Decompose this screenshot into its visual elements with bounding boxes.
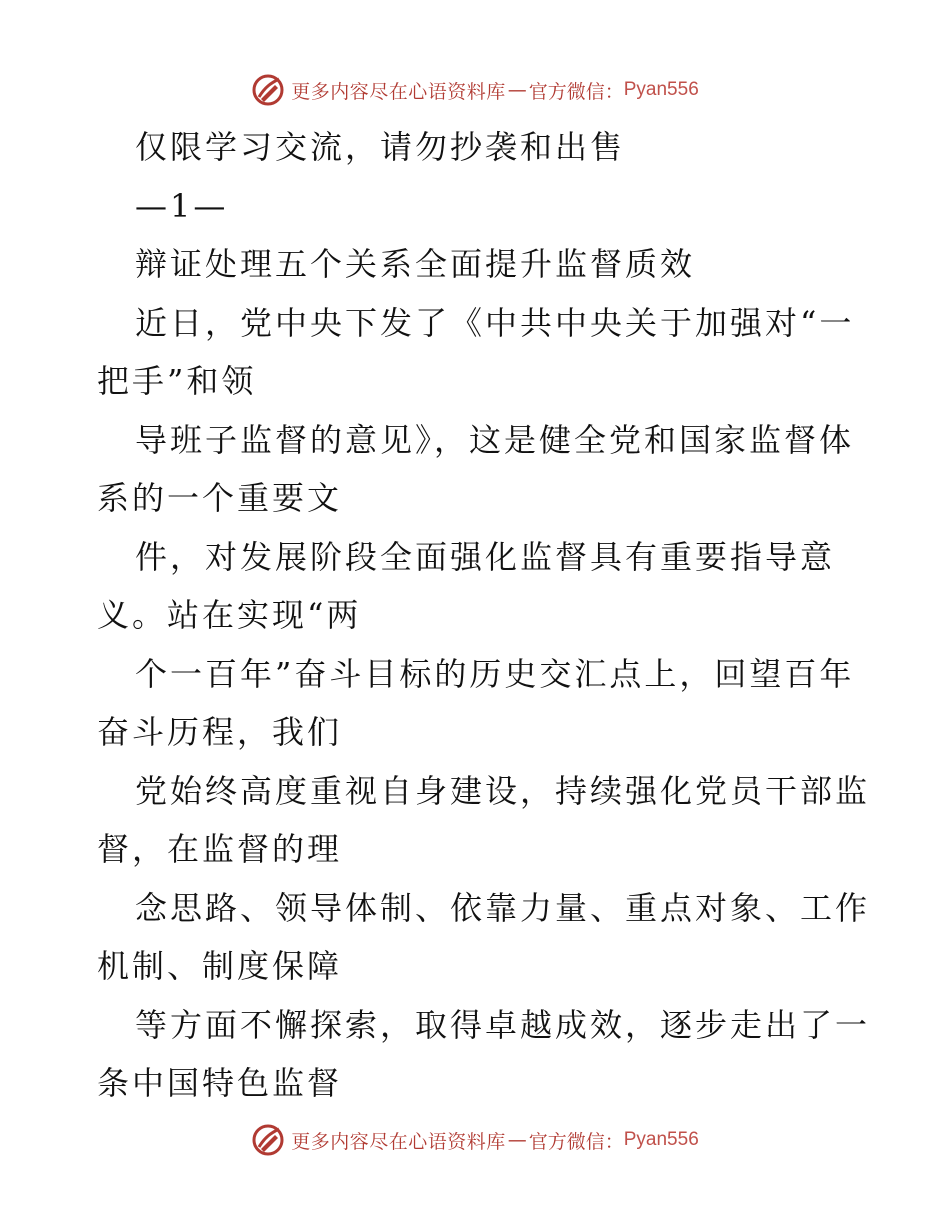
text-line: 系的一个重要文	[97, 479, 343, 517]
watermark-separator: —	[507, 79, 527, 101]
text-line: 机制、制度保障	[97, 947, 343, 985]
text-line: 条中国特色监督	[97, 1064, 343, 1102]
text-line: 督，在监督的理	[97, 830, 343, 868]
text-line: 辩证处理五个关系全面提升监督质效	[135, 245, 696, 283]
document-body	[97, 118, 871, 1113]
text-line: 念思路、领导体制、依靠力量、重点对象、工作	[135, 888, 871, 927]
watermark-id: Pyan556	[623, 1129, 699, 1150]
pen-logo-icon	[251, 73, 285, 107]
text-line: 近日，党中央下发了《中共中央关于加强对“一	[135, 303, 855, 342]
text-line: 奋斗历程，我们	[97, 713, 343, 751]
watermark-label: 官方微信：	[528, 1130, 624, 1153]
text-line: 把手”和领	[97, 362, 257, 400]
text-line: 导班子监督的意见》，这是健全党和国家监督体	[135, 420, 855, 459]
pen-logo-icon	[251, 1123, 285, 1157]
text-line: —1—	[135, 186, 229, 225]
footer-watermark	[0, 1120, 950, 1160]
text-line: 义。站在实现“两	[97, 596, 362, 634]
text-line: 等方面不懈探索，取得卓越成效，逐步走出了一	[135, 1005, 871, 1044]
watermark-text: 更多内容尽在心语资料库	[291, 80, 506, 103]
watermark-id: Pyan556	[623, 79, 699, 100]
watermark-label: 官方微信：	[528, 80, 624, 103]
text-line: 党始终高度重视自身建设，持续强化党员干部监	[135, 771, 871, 810]
text-line: 个一百年”奋斗目标的历史交汇点上，回望百年	[135, 654, 855, 693]
text-line: 件，对发展阶段全面强化监督具有重要指导意	[135, 537, 836, 576]
text-line: 仅限学习交流，请勿抄袭和出售	[135, 128, 626, 166]
watermark-text: 更多内容尽在心语资料库	[291, 1130, 506, 1153]
header-watermark	[0, 70, 950, 110]
watermark-separator: —	[507, 1129, 527, 1151]
